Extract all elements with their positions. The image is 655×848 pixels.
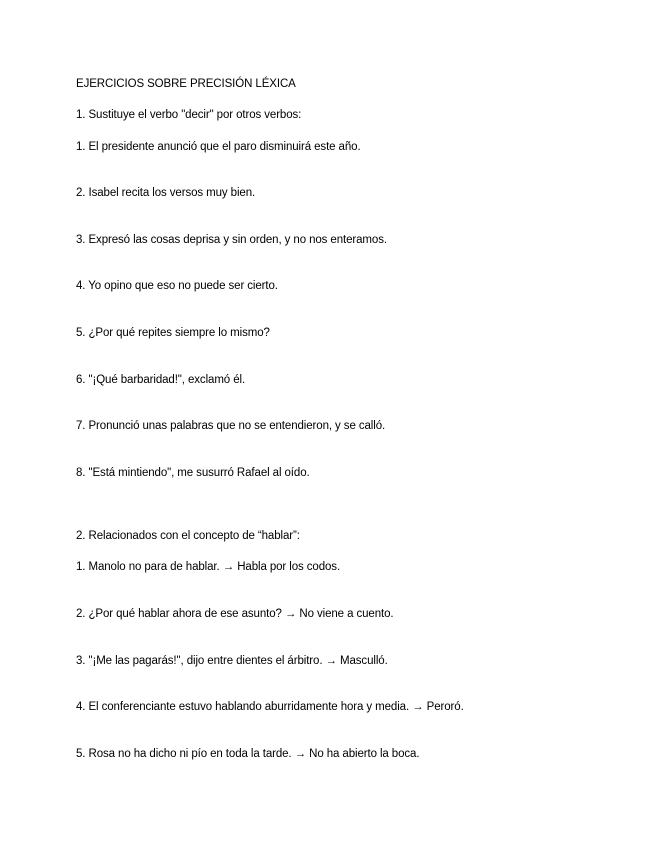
document-title: EJERCICIOS SOBRE PRECISIÓN LÉXICA (76, 78, 296, 90)
section2-heading: 2. Relacionados con el concepto de “hablar”: (76, 530, 300, 542)
section2-item-3: 3. "¡Me las pagarás!", dijo entre dientes el árbitro. → Masculló. (76, 655, 388, 667)
section1-heading: 1. Sustituye el verbo "decir" por otros verbos: (76, 109, 302, 121)
section1-item-2: 2. Isabel recita los versos muy bien. (76, 187, 256, 199)
section1-item-4: 4. Yo opino que eso no puede ser cierto. (76, 280, 278, 292)
section2-item-2: 2. ¿Por qué hablar ahora de ese asunto? → No viene a cuento. (76, 608, 394, 620)
section1-item-1: 1. El presidente anunció que el paro disminuirá este año. (76, 141, 361, 153)
section2-item-5: 5. Rosa no ha dicho ni pío en toda la tarde. → No ha abierto la boca. (76, 748, 420, 760)
section1-item-7: 7. Pronunció unas palabras que no se entendieron, y se calló. (76, 420, 386, 432)
section1-item-6: 6. "¡Qué barbaridad!", exclamó él. (76, 374, 246, 386)
section1-item-8: 8. "Está mintiendo", me susurró Rafael al oído. (76, 467, 310, 479)
section2-item-1: 1. Manolo no para de hablar. → Habla por los codos. (76, 561, 341, 573)
section1-item-3: 3. Expresó las cosas deprisa y sin orden, y no nos enteramos. (76, 234, 387, 246)
section2-item-4: 4. El conferenciante estuvo hablando aburridamente hora y media. → Peroró. (76, 701, 464, 713)
section1-item-5: 5. ¿Por qué repites siempre lo mismo? (76, 327, 270, 339)
